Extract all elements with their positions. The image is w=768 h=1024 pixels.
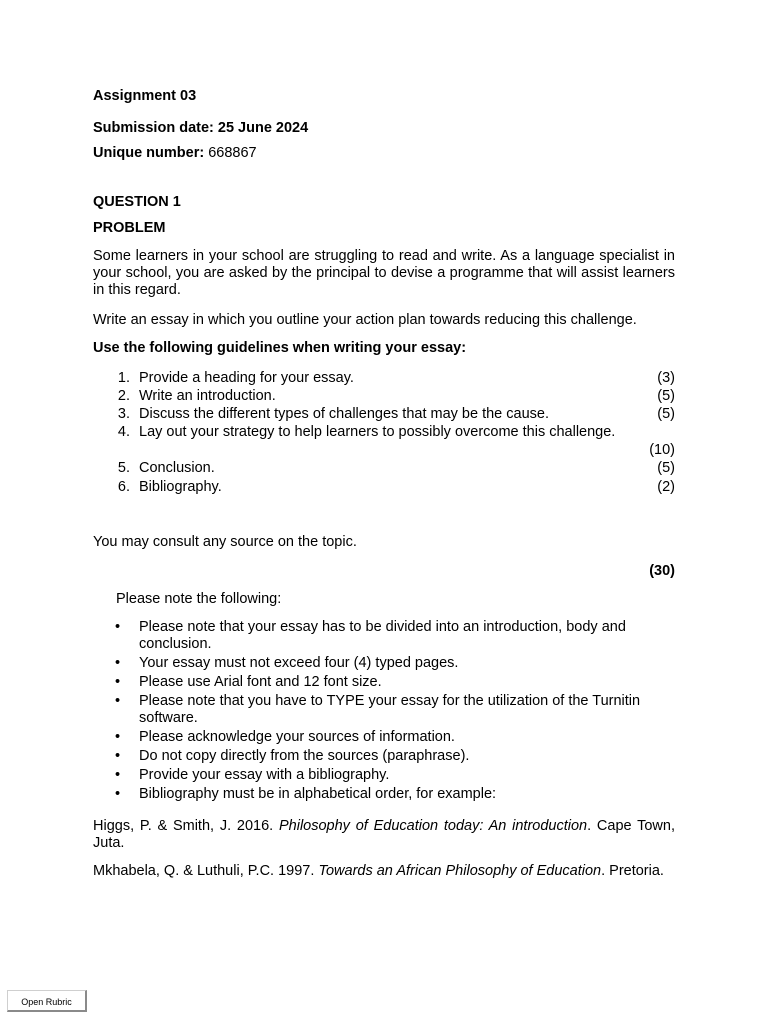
bullet-icon: • (115, 767, 121, 783)
reference-title: Philosophy of Education today: An introduction (278, 818, 588, 834)
item-mark: (2) (657, 479, 675, 495)
guideline-item (93, 424, 675, 460)
guideline-item (93, 370, 675, 388)
note-item (93, 693, 675, 727)
bullet-icon: • (115, 748, 121, 764)
open-rubric-button[interactable]: Open Rubric (7, 990, 87, 1012)
note-item (93, 767, 675, 784)
item-number: 6. (117, 479, 130, 495)
note-item (93, 786, 675, 803)
unique-number-label: Unique number: (93, 145, 205, 161)
bullet-icon: • (115, 693, 121, 709)
bullet-icon: • (115, 655, 121, 671)
item-text: Bibliography. (139, 479, 222, 495)
notes-heading: Please note the following: (116, 591, 282, 607)
item-text: Lay out your strategy to help learners to possibly overcome this challenge. (139, 424, 616, 440)
note-text: Please use Arial font and 12 font size. (139, 674, 382, 690)
problem-heading: PROBLEM (93, 220, 166, 236)
note-text: Please acknowledge your sources of information. (139, 729, 455, 745)
note-text: Do not copy directly from the sources (paraphrase). (139, 748, 470, 764)
reference-rest: . Pretoria. (601, 863, 664, 879)
reference-authors: Higgs, P. & Smith, J. 2016. (93, 818, 279, 834)
note-item (93, 674, 675, 691)
reference-entry (93, 818, 675, 852)
bullet-icon: • (115, 674, 121, 690)
guidelines-heading: Use the following guidelines when writing your essay: (93, 340, 467, 356)
problem-text: Some learners in your school are struggling to read and write. As a language specialist in your school, you are asked by the principal to devise a programme that will assist learners in this regard. (93, 248, 675, 298)
item-number: 2. (117, 388, 130, 404)
guideline-item (93, 479, 675, 497)
assignment-title: Assignment 03 (93, 88, 197, 104)
note-text: Please note that your essay has to be divided into an introduction, body and conclusion. (139, 619, 626, 652)
reference-rest: . Cape Town, Juta. (93, 818, 675, 851)
notes-list (93, 619, 675, 805)
reference-entry (93, 863, 675, 880)
item-mark: (10) (649, 442, 675, 458)
unique-number-value: 668867 (204, 145, 257, 161)
reference-authors: Mkhabela, Q. & Luthuli, P.C. 1997. (93, 863, 319, 879)
guideline-item (93, 406, 675, 424)
item-text: Provide a heading for your essay. (139, 370, 354, 386)
item-number: 3. (117, 406, 130, 422)
note-text: Provide your essay with a bibliography. (139, 767, 390, 783)
total-marks: (30) (649, 563, 675, 579)
item-mark: (5) (657, 460, 675, 476)
note-text: Bibliography must be in alphabetical order, for example: (139, 786, 497, 802)
item-number: 4. (117, 424, 130, 440)
item-text: Discuss the different types of challenges that may be the cause. (139, 406, 549, 422)
item-text: Write an introduction. (139, 388, 276, 404)
question-title: QUESTION 1 (93, 194, 181, 210)
item-mark: (5) (657, 388, 675, 404)
item-mark: (3) (657, 370, 675, 386)
note-text: Please note that you have to TYPE your essay for the utilization of the Turnitin software. (139, 693, 641, 726)
bullet-icon: • (115, 619, 121, 635)
bullet-icon: • (115, 786, 121, 802)
reference-title: Towards an African Philosophy of Education (318, 863, 602, 879)
guideline-item (93, 388, 675, 406)
item-number: 1. (117, 370, 130, 386)
unique-number (93, 145, 257, 162)
bullet-icon: • (115, 729, 121, 745)
note-item (93, 748, 675, 765)
consult-text: You may consult any source on the topic. (93, 534, 357, 550)
item-text: Conclusion. (139, 460, 215, 476)
note-text: Your essay must not exceed four (4) typed pages. (139, 655, 459, 671)
note-item (93, 655, 675, 672)
submission-date: Submission date: 25 June 2024 (93, 120, 309, 136)
note-item (93, 619, 675, 653)
note-item (93, 729, 675, 746)
item-mark: (5) (657, 406, 675, 422)
item-number: 5. (117, 460, 130, 476)
instruction-text: Write an essay in which you outline your action plan towards reducing this challenge. (93, 312, 637, 328)
guideline-item (93, 460, 675, 478)
